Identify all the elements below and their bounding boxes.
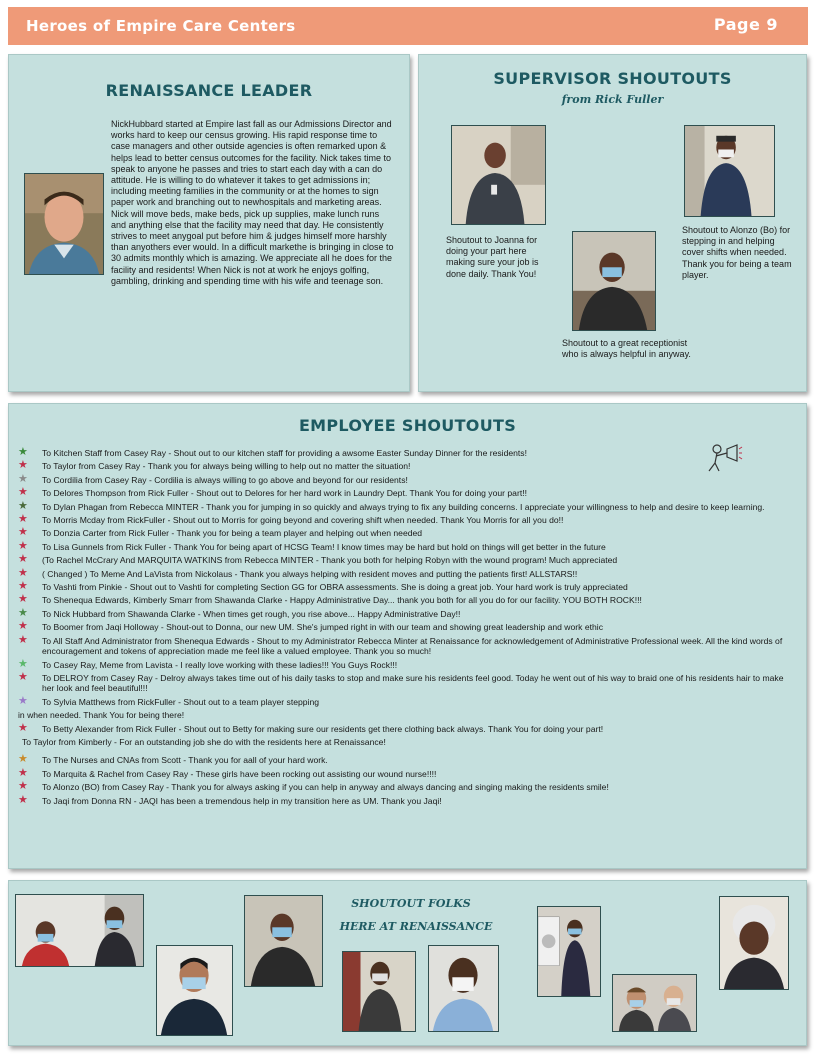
shoutout-text: ( Changed ) To Meme And LaVista from Nickolaus - Thank you always helping with resident moves and putting the patients first! ALLSTARS!!	[42, 568, 578, 579]
shoutout-item	[18, 595, 788, 605]
shoutout-item	[18, 606, 788, 619]
star-icon: ★	[18, 633, 28, 646]
shoutout-text: To Boomer from Jaqi Holloway - Shout-out to Donna, our new UM. She's jumped right in with our team and showing great leadership and work ethic	[42, 622, 603, 633]
shoutout-text: (To Rachel McCrary And MARQUITA WATKINS from Rebecca MINTER - Thank you both for helping Robyn with the wound program! Much appreciated	[42, 555, 618, 566]
shoutout-text: To Sylvia Matthews from RickFuller - Shout out to a team player stepping	[42, 696, 320, 707]
shoutout-folks-title-line2: HERE AT RENAISSANCE	[339, 920, 493, 933]
star-icon: ★	[18, 459, 28, 472]
header-bar	[8, 7, 808, 45]
receptionist-photo	[572, 231, 656, 331]
shoutout-item	[18, 582, 788, 592]
shoutout-item	[18, 633, 788, 657]
shoutout-folks-title-line1: SHOUTOUT FOLKS	[351, 897, 471, 910]
shoutout-text: To Taylor from Casey Ray - Thank you for always being willing to help out no matter the situation!	[42, 461, 411, 472]
star-icon: ★	[18, 606, 28, 619]
shoutout-text: To Betty Alexander from Rick Fuller - Shout out to Betty for making sure our residents get there clothing back always. Thank You for doing your part!	[42, 723, 604, 734]
star-icon: ★	[18, 721, 28, 734]
shoutout-text: To All Staff And Administrator from Shenequa Edwards - Shout to my Administrator Rebecca Minter at Renaissance for acknowledgement of Administrative Professional week. All the kind words of encouragement and tokens of appreciation made me feel like a valued employee. Thank you so much!	[42, 635, 783, 657]
shoutout-item	[18, 766, 788, 779]
shoutout-text: To Kitchen Staff from Casey Ray - Shout out to our kitchen staff for providing a awsome Easter Sunday Dinner for the residents!	[42, 448, 527, 458]
shoutout-text: To Casey Ray, Meme from Lavista - I really love working with these ladies!!! You Guys Rock!!!	[42, 659, 398, 670]
star-icon: ★	[18, 566, 28, 579]
shoutout-item	[18, 657, 788, 670]
bottom-photo-two-people-masked	[612, 974, 697, 1032]
star-icon: ★	[18, 753, 28, 766]
shoutout-item	[18, 528, 788, 538]
shoutout-text: To The Nurses and CNAs from Scott - Thank you for aall of your hard work.	[42, 755, 328, 766]
star-icon: ★	[18, 620, 28, 633]
shoutout-item	[18, 793, 788, 806]
shoutout-item	[18, 782, 788, 792]
receptionist-caption: Shoutout to a great receptionist who is always helpful in anyway.	[562, 338, 691, 360]
renaissance-leader-panel	[8, 54, 410, 392]
bottom-photo-receptionist	[244, 895, 323, 987]
star-icon: ★	[18, 486, 28, 499]
star-icon: ★	[18, 670, 28, 683]
supervisor-shoutouts-panel	[418, 54, 807, 392]
star-icon: ★	[18, 499, 28, 512]
star-icon: ★	[18, 657, 28, 670]
alonzo-caption: Shoutout to Alonzo (Bo) for stepping in and helping cover shifts when needed. Thank you for being a team player.	[682, 225, 792, 280]
shoutout-text: To Morris Mcday from RickFuller - Shout out to Morris for going beyond and covering shift when needed. Thank You Morris for all you do!!	[42, 515, 564, 526]
shoutout-item	[18, 555, 788, 565]
shoutout-text: To Dylan Phagan from Rebecca MINTER - Thank you for jumping in so quickly and always trying to fix any building concerns. I appreciate your willingness to help and desire to keep learning.	[42, 501, 765, 512]
joanna-caption: Shoutout to Joanna for doing your part here making sure your job is done daily. Thank You!	[446, 235, 539, 279]
supervisor-shoutouts-subtitle: from Rick Fuller	[561, 93, 664, 106]
shoutout-item	[18, 488, 788, 498]
shoutout-item	[18, 515, 788, 525]
shoutout-text: To Taylor from Kimberly - For an outstanding job she do with the residents here at Renaissance!	[22, 736, 386, 747]
shoutout-text: in when needed. Thank You for being there!	[18, 710, 185, 721]
star-icon: ★	[18, 446, 28, 458]
shoutout-item	[18, 755, 788, 765]
shoutout-item	[18, 472, 788, 485]
shoutout-item	[18, 461, 788, 471]
shoutout-item	[18, 710, 788, 720]
renaissance-leader-body: NickHubbard started at Empire last fall as our Admissions Director and works hard to keep our census growing. His rapid response time to case managers and other outside agencies is often remarked upon & helps lead to better census outcomes for the facility. Nick takes time to speak to anyone he passes and tries to start each day with a can do attitude. He is willing to do whatever it takes to get admissions in; including meeting families in the community or at the homes to sign paper work and branching out to newhospitals and marketing areas. Nick will move beds, make beds, pick up supplies, make lunch runs and anything else that the facility may need that day. He consistently strives to meet anygoal put before him & judges himself more harshly than anyothers ever would. In a difficult markethe is bringing in close to 30 admits monthly which is amazing. We appreciate all he does for the facility and residents! When Nick is not at work he enjoys golfing, gambling, drinking and spending time with his wife and teenage son.	[111, 119, 394, 286]
shoutout-item	[18, 448, 788, 458]
bottom-photo-woman-laundry	[537, 906, 601, 997]
shoutout-text: To Alonzo (BO) from Casey Ray - Thank you for always asking if you can help in anyway and always dancing and singing making the residents smile!	[42, 782, 609, 793]
shoutout-item	[18, 499, 788, 512]
bottom-photo-woman-mask-hall	[342, 951, 416, 1032]
shoutout-item	[18, 622, 788, 632]
shoutout-item	[18, 737, 788, 747]
shoutout-text: To DELROY from Casey Ray - Delroy always takes time out of his daily tasks to stop and make sure his residents feel good. Today he went out of his way to braid one of his residents hair to make her look and feel beautiful!!!	[42, 672, 784, 694]
shoutout-item	[18, 694, 788, 707]
shoutout-text: To Shenequa Edwards, Kimberly Smarr from Shawanda Clarke - Happy Administrative Day... thank you both for all you do for our facility. YOU BOTH ROCK!!!	[42, 595, 642, 606]
star-icon: ★	[18, 553, 28, 566]
shoutout-text: To Marquita & Rachel from Casey Ray - These girls have been rocking out assisting our wound nurse!!!!	[42, 768, 437, 779]
star-icon: ★	[18, 472, 28, 485]
star-icon: ★	[18, 580, 28, 593]
supervisor-shoutouts-title: SUPERVISOR SHOUTOUTS	[493, 69, 732, 88]
renaissance-leader-title: RENAISSANCE LEADER	[105, 81, 313, 100]
shoutout-text: To Nick Hubbard from Shawanda Clarke - When times get rough, you rise above... Happy Administrative Day!!	[42, 608, 461, 619]
bottom-photo-older-man-mask	[428, 945, 499, 1032]
shoutout-item	[18, 721, 788, 734]
star-icon: ★	[18, 766, 28, 779]
newsletter-title: Heroes of Empire Care Centers	[26, 17, 296, 35]
star-icon: ★	[18, 539, 28, 552]
star-icon: ★	[18, 526, 28, 539]
joanna-photo	[451, 125, 546, 225]
star-icon: ★	[18, 694, 28, 707]
shoutout-text: To Jaqi from Donna RN - JAQI has been a tremendous help in my transition here as UM. Thank you Jaqi!	[42, 795, 442, 806]
star-icon: ★	[18, 593, 28, 606]
shoutout-item	[18, 539, 788, 552]
bottom-photo-two-staff-phone	[15, 894, 144, 967]
nick-hubbard-photo	[24, 173, 104, 275]
bottom-photo-man-masked	[156, 945, 233, 1036]
shoutout-text: To Vashti from Pinkie - Shout out to Vashti for completing Section GG for OBRA assessments. She is doing a great job. Your hard work is truly appreciated	[42, 582, 628, 593]
shoutout-text: To Cordilia from Casey Ray - Cordilia is always willing to go above and beyond for our residents!	[42, 474, 408, 485]
employee-shoutouts-title: EMPLOYEE SHOUTOUTS	[298, 416, 517, 435]
bottom-photo-woman-white-hair	[719, 896, 789, 990]
star-icon: ★	[18, 513, 28, 526]
page-number: Page 9	[713, 15, 778, 34]
shoutout-item	[18, 566, 788, 579]
shoutout-item	[18, 670, 788, 694]
shoutout-text: To Lisa Gunnels from Rick Fuller - Thank You for being apart of HCSG Team! I know times may be hard but hold on things will get better in the future	[42, 541, 606, 552]
shoutout-text: To Donzia Carter from Rick Fuller - Thank you for being a team player and helping out when needed	[42, 528, 423, 539]
star-icon: ★	[18, 780, 28, 793]
employee-shoutouts-list	[18, 448, 788, 809]
star-icon: ★	[18, 793, 28, 806]
alonzo-photo	[684, 125, 775, 217]
shoutout-text: To Delores Thompson from Rick Fuller - Shout out to Delores for her hard work in Laundry Dept. Thank You for doing your part!!	[42, 488, 527, 499]
